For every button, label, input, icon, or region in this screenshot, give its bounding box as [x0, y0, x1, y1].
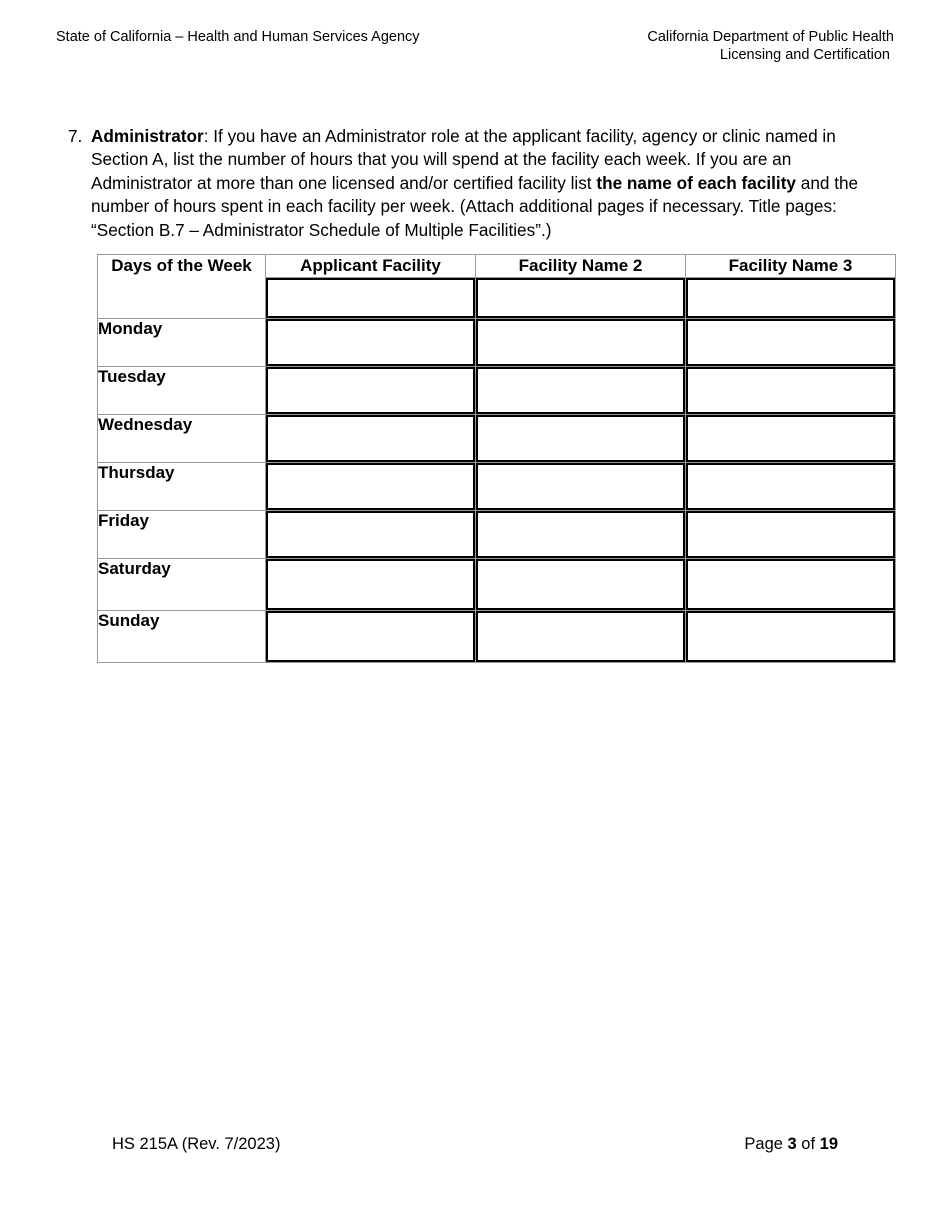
column-header-facility-name-2: Facility Name 2: [476, 255, 686, 278]
item-label: Administrator: [91, 126, 204, 146]
page-indicator: [744, 1135, 838, 1154]
applicant-facility-name-field[interactable]: [266, 278, 475, 318]
tuesday-applicant-hours-field[interactable]: [266, 367, 475, 414]
thursday-facility-2-hours-field[interactable]: [476, 463, 685, 510]
day-label-thursday: Thursday: [98, 463, 266, 511]
header-agency: State of California – Health and Human Services Agency: [56, 29, 420, 45]
wednesday-facility-3-hours-field[interactable]: [686, 415, 895, 462]
day-label-tuesday: Tuesday: [98, 367, 266, 415]
wednesday-applicant-hours-field[interactable]: [266, 415, 475, 462]
day-label-monday: Monday: [98, 319, 266, 367]
friday-facility-2-hours-field[interactable]: [476, 511, 685, 558]
facility-name-3-field[interactable]: [686, 278, 895, 318]
page-of: of: [796, 1135, 820, 1153]
header-division: Licensing and Certification: [719, 47, 890, 63]
header-department: California Department of Public Health: [647, 29, 894, 45]
saturday-facility-2-hours-field[interactable]: [476, 559, 685, 610]
header-department-block: [647, 28, 894, 64]
sunday-applicant-hours-field[interactable]: [266, 611, 475, 662]
column-header-applicant-facility: Applicant Facility: [266, 255, 476, 278]
item-text-bold: the name of each facility: [596, 172, 796, 193]
item-number: 7.: [68, 126, 83, 146]
item-text: [91, 125, 868, 242]
page-word: Page: [744, 1135, 788, 1153]
item-text-part-1: : If you have an Administrator role at the applicant facility, agency or clinic named in Section A, list the number of hours that you will spend at the facility each week. If you are an Administrator at more than one licensed and/or certified facility list: [91, 126, 836, 193]
friday-applicant-hours-field[interactable]: [266, 511, 475, 558]
item-text-part-3: and the number of hours spent in each facility per week. (Attach additional pages if necessary. Title pages: “Section B.7 – Administrator Schedule of Multiple Facilities”.): [91, 172, 859, 240]
day-label-wednesday: Wednesday: [98, 415, 266, 463]
form-id: HS 215A (Rev. 7/2023): [112, 1135, 281, 1153]
monday-applicant-hours-field[interactable]: [266, 319, 475, 366]
friday-facility-3-hours-field[interactable]: [686, 511, 895, 558]
day-label-saturday: Saturday: [98, 559, 266, 611]
tuesday-facility-3-hours-field[interactable]: [686, 367, 895, 414]
sunday-facility-3-hours-field[interactable]: [686, 611, 895, 662]
day-label-friday: Friday: [98, 511, 266, 559]
sunday-facility-2-hours-field[interactable]: [476, 611, 685, 662]
days-of-week-header: Days of the Week: [98, 255, 266, 319]
saturday-applicant-hours-field[interactable]: [266, 559, 475, 610]
administrator-schedule-table: [97, 254, 896, 663]
day-label-sunday: Sunday: [98, 611, 266, 663]
thursday-applicant-hours-field[interactable]: [266, 463, 475, 510]
item-7-administrator: [68, 125, 868, 242]
saturday-facility-3-hours-field[interactable]: [686, 559, 895, 610]
facility-name-2-field[interactable]: [476, 278, 685, 318]
wednesday-facility-2-hours-field[interactable]: [476, 415, 685, 462]
thursday-facility-3-hours-field[interactable]: [686, 463, 895, 510]
monday-facility-2-hours-field[interactable]: [476, 319, 685, 366]
monday-facility-3-hours-field[interactable]: [686, 319, 895, 366]
tuesday-facility-2-hours-field[interactable]: [476, 367, 685, 414]
page-total: 19: [819, 1135, 838, 1153]
column-header-facility-name-3: Facility Name 3: [686, 255, 896, 278]
page-current: 3: [787, 1135, 797, 1153]
